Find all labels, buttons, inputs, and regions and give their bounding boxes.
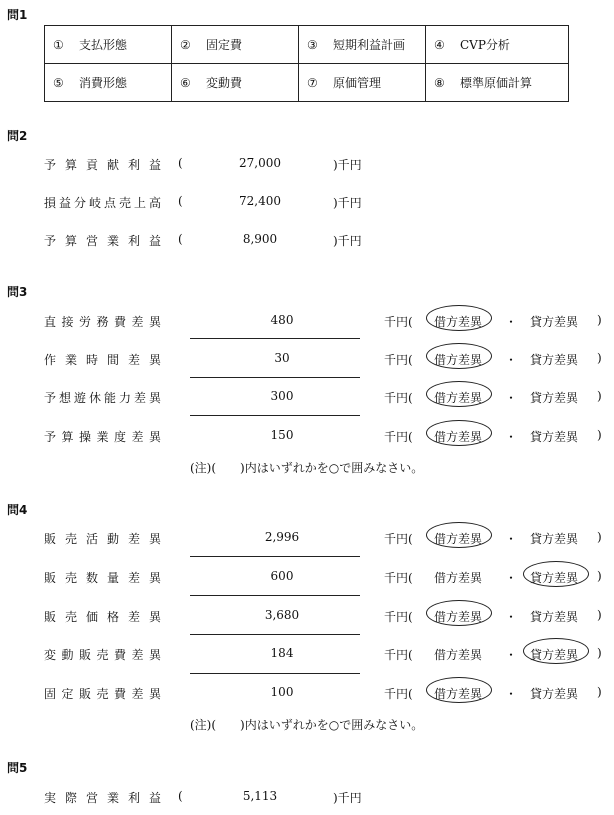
q3-answer-line — [190, 377, 360, 378]
q3-credit: 貸方差異 — [530, 430, 579, 444]
q2-label: 損益分岐点売上高 — [44, 196, 161, 210]
q2-unit: )千円 — [333, 234, 362, 248]
q4-value: 184 — [270, 646, 294, 660]
q3-title: 問3 — [7, 285, 28, 299]
q4-credit: 貸方差異 — [530, 571, 579, 585]
q2-label: 予算貢献利益 — [44, 158, 161, 172]
q4-debit: 借方差異 — [434, 532, 483, 546]
q4-label: 変動販売費差異 — [44, 648, 161, 662]
q1-cell-6: ⑥ 変動費 — [172, 64, 299, 102]
q4-unit: 千円( — [384, 648, 413, 662]
q2-open-paren: ( — [178, 232, 183, 246]
q4-label: 販売活動差異 — [44, 532, 161, 546]
q2-title: 問2 — [7, 129, 28, 143]
q3-unit: 千円( — [384, 391, 413, 405]
q4-unit: 千円( — [384, 687, 413, 701]
q4-credit: 貸方差異 — [530, 687, 579, 701]
q5-unit: )千円 — [333, 791, 362, 805]
q4-answer-circle — [426, 522, 492, 548]
q3-dot: ・ — [505, 315, 518, 329]
q4-label: 販売数量差異 — [44, 571, 161, 585]
q4-close-paren: ) — [597, 608, 602, 622]
q4-label: 固定販売費差異 — [44, 687, 161, 701]
q1-answer-table — [44, 25, 569, 102]
q1-cell-4: ④ CVP分析 — [426, 26, 569, 64]
q4-unit: 千円( — [384, 532, 413, 546]
q4-answer-line — [190, 556, 360, 557]
q3-debit: 借方差異 — [434, 353, 483, 367]
q4-dot: ・ — [505, 648, 518, 662]
q4-answer-circle — [426, 600, 492, 626]
q2-unit: )千円 — [333, 158, 362, 172]
q3-value: 480 — [270, 313, 294, 327]
q5-open-paren: ( — [178, 789, 183, 803]
q4-close-paren: ) — [597, 569, 602, 583]
q5-value: 5,113 — [242, 789, 278, 803]
q3-debit: 借方差異 — [434, 315, 483, 329]
q3-answer-line — [190, 338, 360, 339]
q4-note: (注)( )内はいずれかを○で囲みなさい。 — [190, 718, 424, 732]
q4-value: 2,996 — [264, 530, 300, 544]
q4-close-paren: ) — [597, 646, 602, 660]
q4-debit: 借方差異 — [434, 571, 483, 585]
q4-unit: 千円( — [384, 571, 413, 585]
q4-unit: 千円( — [384, 610, 413, 624]
q4-dot: ・ — [505, 532, 518, 546]
q4-debit: 借方差異 — [434, 687, 483, 701]
q4-debit: 借方差異 — [434, 648, 483, 662]
q4-credit: 貸方差異 — [530, 532, 579, 546]
q3-dot: ・ — [505, 391, 518, 405]
q3-close-paren: ) — [597, 313, 602, 327]
q3-debit: 借方差異 — [434, 430, 483, 444]
q4-answer-circle — [523, 638, 589, 664]
q3-dot: ・ — [505, 353, 518, 367]
q1-cell-5: ⑤ 消費形態 — [45, 64, 172, 102]
q1-cell-2: ② 固定費 — [172, 26, 299, 64]
q2-open-paren: ( — [178, 156, 183, 170]
q5-title: 問5 — [7, 761, 28, 775]
q1-cell-3: ③ 短期利益計画 — [299, 26, 426, 64]
q4-credit: 貸方差異 — [530, 610, 579, 624]
q3-value: 30 — [274, 351, 290, 365]
q3-note: (注)( )内はいずれかを○で囲みなさい。 — [190, 461, 424, 475]
q3-label: 予想遊休能力差異 — [44, 391, 161, 405]
q3-close-paren: ) — [597, 389, 602, 403]
q2-label: 予算営業利益 — [44, 234, 161, 248]
q3-label: 作業時間差異 — [44, 353, 161, 367]
q3-answer-circle — [426, 305, 492, 331]
q4-value: 600 — [270, 569, 294, 583]
q3-answer-circle — [426, 381, 492, 407]
q3-label: 予算操業度差異 — [44, 430, 161, 444]
q4-credit: 貸方差異 — [530, 648, 579, 662]
q3-value: 150 — [270, 428, 294, 442]
q3-unit: 千円( — [384, 315, 413, 329]
q4-answer-line — [190, 673, 360, 674]
q2-row — [44, 232, 161, 249]
q3-answer-circle — [426, 343, 492, 369]
q3-answer-circle — [426, 420, 492, 446]
q1-cell-8: ⑧ 標準原価計算 — [426, 64, 569, 102]
q4-debit: 借方差異 — [434, 610, 483, 624]
q3-close-paren: ) — [597, 351, 602, 365]
q2-row — [44, 194, 161, 211]
q3-label: 直接労務費差異 — [44, 315, 161, 329]
q4-label: 販売価格差異 — [44, 610, 161, 624]
q4-close-paren: ) — [597, 530, 602, 544]
q4-value: 100 — [270, 685, 294, 699]
q3-unit: 千円( — [384, 353, 413, 367]
q2-value: 8,900 — [242, 232, 278, 246]
q4-title: 問4 — [7, 503, 28, 517]
q4-close-paren: ) — [597, 685, 602, 699]
q1-title: 問1 — [7, 8, 28, 22]
q3-unit: 千円( — [384, 430, 413, 444]
q2-row — [44, 156, 161, 173]
q4-answer-circle — [426, 677, 492, 703]
q3-dot: ・ — [505, 430, 518, 444]
q4-answer-line — [190, 634, 360, 635]
q1-cell-1: ① 支払形態 — [45, 26, 172, 64]
q1-cell-7: ⑦ 原価管理 — [299, 64, 426, 102]
q4-answer-circle — [523, 561, 589, 587]
q3-credit: 貸方差異 — [530, 315, 579, 329]
q2-unit: )千円 — [333, 196, 362, 210]
q2-value: 72,400 — [239, 194, 281, 208]
q4-answer-line — [190, 595, 360, 596]
q3-credit: 貸方差異 — [530, 353, 579, 367]
q3-close-paren: ) — [597, 428, 602, 442]
q4-dot: ・ — [505, 610, 518, 624]
q3-value: 300 — [270, 389, 294, 403]
q4-dot: ・ — [505, 571, 518, 585]
q2-open-paren: ( — [178, 194, 183, 208]
q2-value: 27,000 — [239, 156, 281, 170]
q3-debit: 借方差異 — [434, 391, 483, 405]
q4-value: 3,680 — [264, 608, 300, 622]
q3-credit: 貸方差異 — [530, 391, 579, 405]
q4-dot: ・ — [505, 687, 518, 701]
q3-answer-line — [190, 415, 360, 416]
q5-label: 実際営業利益 — [44, 791, 161, 805]
